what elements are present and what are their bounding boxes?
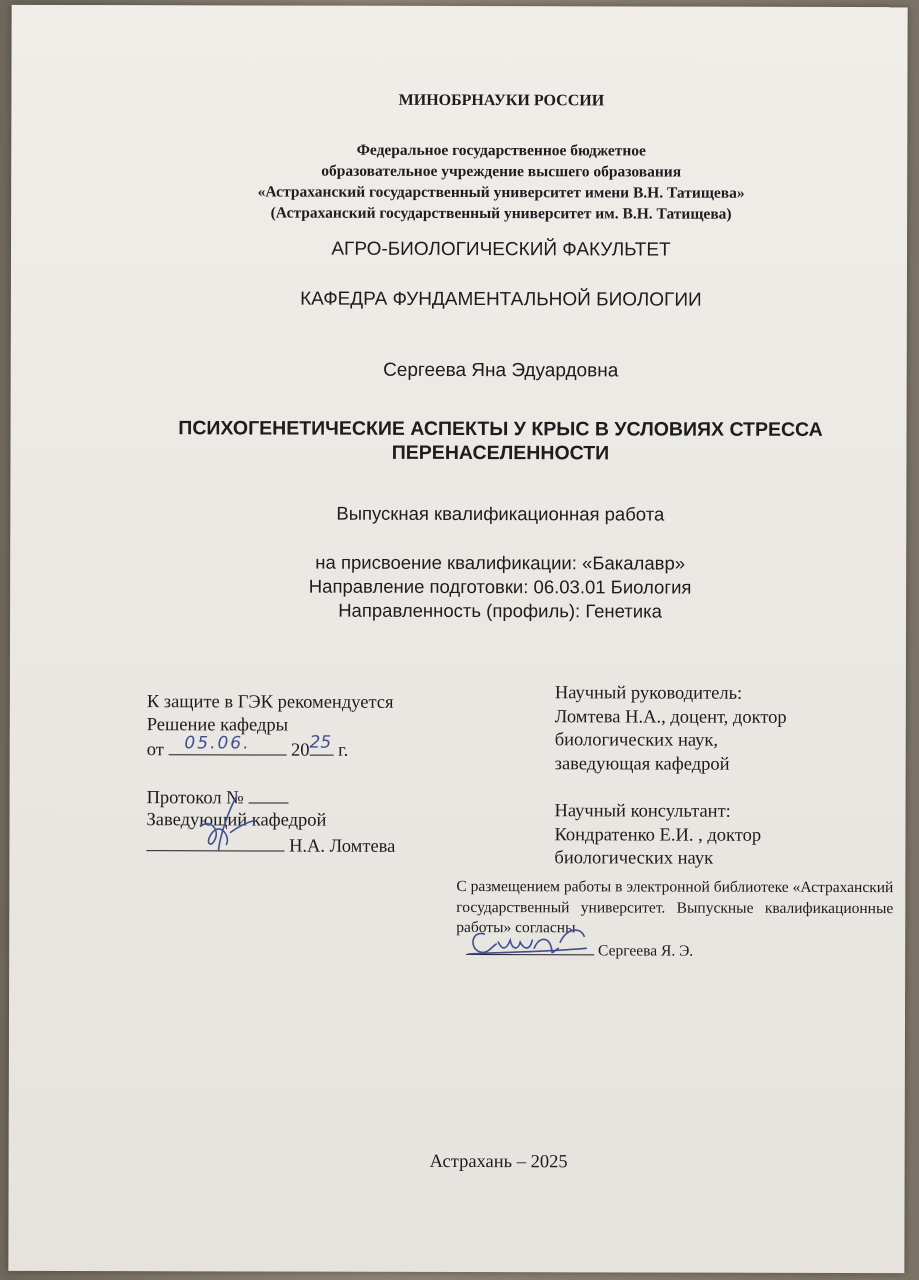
city-year: Астрахань – 2025	[429, 1151, 568, 1173]
protocol-line	[147, 784, 396, 810]
thesis-title	[50, 416, 919, 466]
decision-date-line	[146, 732, 396, 762]
spacer	[555, 776, 787, 801]
date-blank	[168, 733, 286, 755]
university-line: (Астраханский государственный университет им. В.Н. Татищева)	[270, 204, 732, 223]
supervisor-line: Ломтева Н.А., доцент, доктор	[554, 706, 787, 728]
consultant-label: Научный консультант:	[554, 801, 731, 822]
qualification-block	[50, 550, 919, 624]
thesis-title-line: ПЕРЕНАСЕЛЕННОСТИ	[391, 441, 610, 465]
date-prefix: от	[146, 740, 164, 761]
year-blank	[309, 732, 334, 756]
supervisors-block	[554, 682, 786, 871]
handwritten-date: 05.06.	[184, 733, 251, 754]
handwritten-year: 25	[309, 732, 332, 753]
university-name-block	[51, 139, 919, 225]
library-consent-text: С размещением работы в электронной библиотеке «Астраханский государственный университет. Выпускные квалификационные работы» согласны	[456, 877, 894, 937]
consent-signature-blank	[466, 938, 594, 955]
student-name: Сергеева Яна Эдуардовна	[383, 359, 619, 382]
consent-signer: Сергеева Я. Э.	[598, 942, 694, 960]
head-name: Н.А. Ломтева	[289, 836, 396, 857]
university-line: «Астраханский государственный университет имени В.Н. Татищева»	[257, 183, 745, 202]
spacer	[147, 762, 396, 785]
head-signature-line	[146, 832, 395, 858]
faculty-name: АГРО-БИОЛОГИЧЕСКИЙ ФАКУЛЬТЕТ	[331, 238, 671, 261]
consultant-line: Кондратенко Е.И. , доктор	[554, 824, 762, 846]
university-line: образовательное учреждение высшего образования	[321, 162, 682, 181]
supervisor-line: биологических наук,	[554, 730, 719, 751]
qualification-line: Направление подготовки: 06.03.01 Биология	[308, 575, 692, 598]
thesis-title-line: ПСИХОГЕНЕТИЧЕСКИЕ АСПЕКТЫ У КРЫС В УСЛОВИЯХ СТРЕССА	[178, 417, 823, 441]
head-signature	[190, 792, 260, 854]
student-signature	[462, 922, 592, 966]
head-label: Заведующий кафедрой	[146, 810, 327, 831]
university-line: Федеральное государственное бюджетное	[356, 141, 646, 160]
supervisor-line: заведующая кафедрой	[554, 753, 730, 775]
department-name: КАФЕДРА ФУНДАМЕНТАЛЬНОЙ БИОЛОГИИ	[300, 288, 702, 311]
recommended-label: К защите в ГЭК рекомендуется	[146, 692, 394, 713]
head-signature-blank	[146, 832, 284, 851]
defense-recommendation-block	[146, 691, 395, 858]
consent-signature-line	[466, 938, 693, 961]
consultant-line: биологических наук	[554, 848, 714, 869]
work-type: Выпускная квалификационная работа	[336, 502, 665, 525]
title-page-sheet	[8, 5, 907, 1273]
supervisor-label: Научный руководитель:	[554, 683, 743, 704]
year-suffix: г.	[338, 740, 349, 761]
decision-label: Решение кафедры	[146, 714, 289, 736]
protocol-label: Протокол №	[146, 787, 244, 808]
ministry-heading: МИНОБРНАУКИ РОССИИ	[398, 91, 605, 110]
year-prefix: 20	[291, 740, 310, 761]
qualification-line: Направленность (профиль): Генетика	[338, 599, 662, 622]
qualification-line: на присвоение квалификации: «Бакалавр»	[315, 551, 686, 574]
